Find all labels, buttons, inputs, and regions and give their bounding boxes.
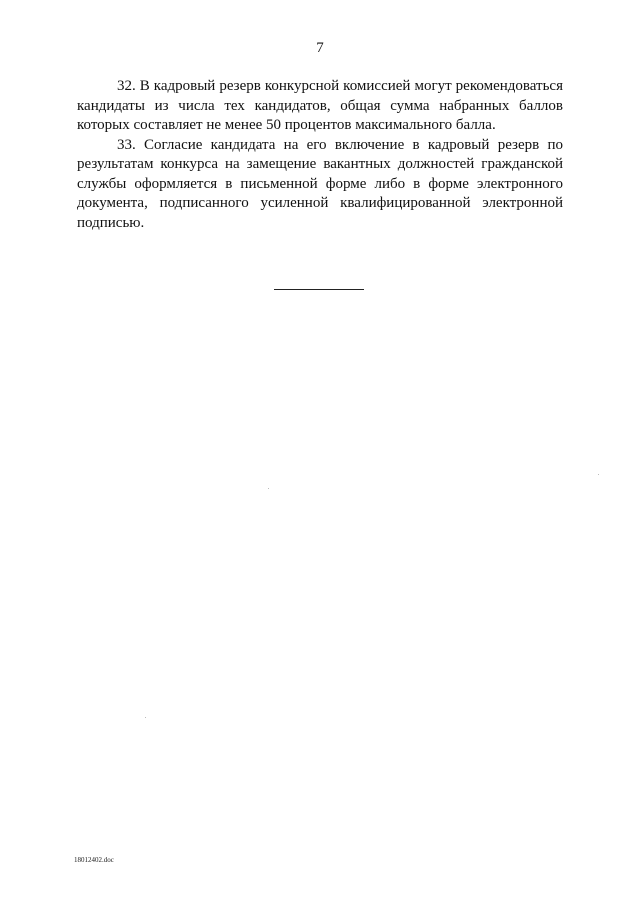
document-body bbox=[77, 77, 563, 233]
scan-speck bbox=[268, 488, 269, 489]
end-divider-line bbox=[274, 289, 364, 290]
scan-speck bbox=[598, 474, 599, 475]
page-number: 7 bbox=[316, 40, 324, 56]
footer-filename: 18012402.doc bbox=[74, 856, 114, 864]
scan-speck bbox=[145, 717, 146, 718]
paragraph-33: 33. Согласие кандидата на его включение в кадровый резерв по результатам конкурса на замещение вакантных должностей гражданской службы оформляется в письменной форме либо в форме электронного документа, подписанного усиленной квалифицированной электронной подписью. bbox=[77, 136, 563, 231]
paragraph-32: 32. В кадровый резерв конкурсной комиссией могут рекомендоваться кандидаты из числа тех кандидатов, общая сумма набранных баллов которых составляет не менее 50 процентов максимального балла. bbox=[77, 78, 563, 133]
